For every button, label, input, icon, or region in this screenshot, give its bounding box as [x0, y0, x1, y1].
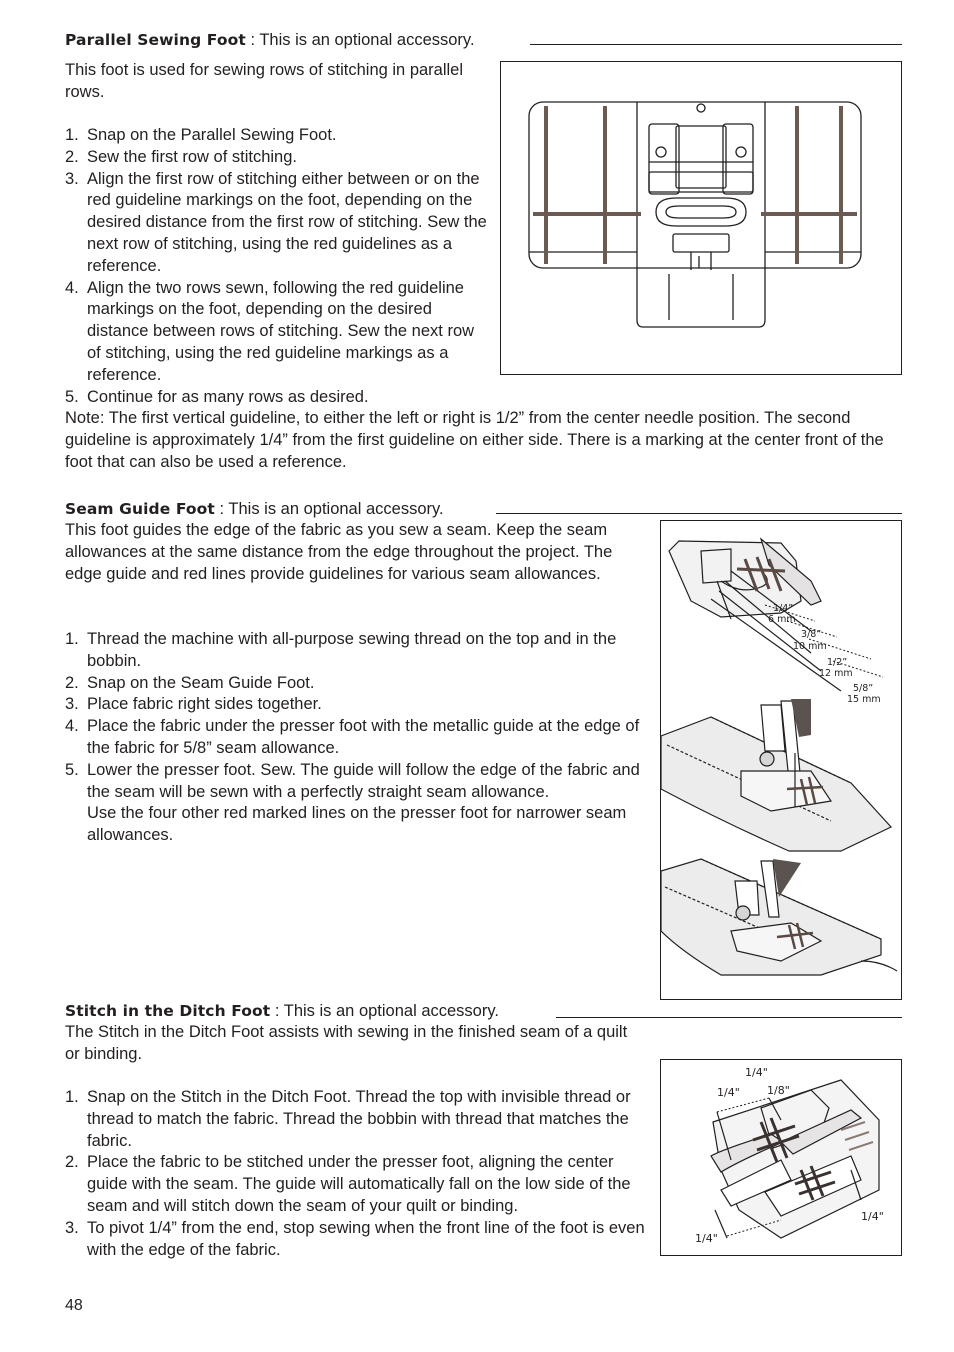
parallel-note: Note: The first vertical guideline, to either the left or right is 1/2” from the center needle position. The second guideline is approximately 1/4” from the first guideline on either side. There is a marking at the center front of the foot that can also be used a reference. [65, 409, 884, 471]
heading-title: Parallel Sewing Foot [65, 31, 246, 49]
step-text-extra: Use the four other red marked lines on the presser foot for narrower seam allowances. [87, 804, 627, 845]
seam-guide-intro: This foot guides the edge of the fabric as you sew a seam. Keep the seam allowances at the same distance from the edge throughout the project. The edge guide and red lines provide guidelines for various seam allowances. [65, 521, 613, 583]
list-item [65, 716, 645, 760]
parallel-intro: This foot is used for sewing rows of stitching in parallel rows. [65, 61, 464, 101]
list-item [65, 278, 487, 387]
step-number: 3. [65, 695, 79, 714]
step-number: 3. [65, 1218, 79, 1237]
heading-title: Stitch in the Ditch Foot [65, 1002, 271, 1020]
label-eighth: 1/8" [767, 1084, 790, 1097]
step-number: 5. [65, 387, 79, 406]
heading-subtitle: : This is an optional accessory. [245, 31, 475, 49]
seam-guide-steps-list [65, 629, 645, 847]
label-three-eighths: 3/8” [801, 629, 822, 640]
step-text: Place the fabric to be stitched under the presser foot, aligning the center guide with the seam. The guide will automatically fall on the low side of the seam and will stitch down the seam of your quilt or binding. [87, 1153, 631, 1215]
list-item [65, 125, 487, 147]
label-bottom-quarter: 1/4" [695, 1232, 718, 1245]
label-top-quarter: 1/4" [745, 1066, 768, 1079]
list-item [65, 629, 645, 673]
label-half-inch: 1/2” [827, 657, 848, 668]
ditch-foot-illustration [660, 1059, 902, 1256]
list-item [65, 147, 487, 169]
list-item [65, 387, 487, 409]
page-number: 48 [65, 1297, 83, 1314]
step-text: Thread the machine with all-purpose sewing thread on the top and in the bobbin. [87, 630, 617, 670]
label-right-quarter: 1/4" [861, 1210, 884, 1223]
step-text: To pivot 1/4” from the end, stop sewing when the front line of the foot is even with the edge of the fabric. [87, 1218, 645, 1259]
label-12mm: 12 mm [819, 668, 853, 679]
step-text: Continue for as many rows as desired. [87, 387, 369, 406]
list-item [65, 169, 487, 278]
heading-subtitle: : This is an optional accessory. [214, 500, 444, 518]
heading-rule [556, 1017, 902, 1018]
step-text: Snap on the Seam Guide Foot. [87, 673, 315, 692]
step-number: 1. [65, 126, 79, 144]
seam-guide-foot-illustration [660, 520, 902, 1000]
ditch-intro: The Stitch in the Ditch Foot assists with sewing in the finished seam of a quilt or binding. [65, 1023, 628, 1063]
step-text: Sew the first row of stitching. [87, 147, 297, 166]
heading-rule [496, 513, 902, 514]
step-number: 5. [65, 760, 79, 779]
label-6mm: 6 mm [768, 614, 796, 625]
label-left-quarter: 1/4" [717, 1086, 740, 1099]
heading-title: Seam Guide Foot [65, 500, 215, 518]
step-text: Place fabric right sides together. [87, 695, 322, 714]
heading-stitch-in-the-ditch-foot [65, 1001, 499, 1021]
step-number: 2. [65, 147, 79, 166]
parallel-foot-illustration [500, 61, 902, 375]
step-number: 4. [65, 278, 79, 297]
label-10mm: 10 mm [793, 641, 827, 652]
step-number: 2. [65, 673, 79, 692]
step-text: Align the first row of stitching either between or on the red guideline markings on the foot, depending on the desired distance from the first row of stitching. Sew the next row of stitching, using the red guidelines as a reference. [87, 169, 487, 275]
step-text: Snap on the Stitch in the Ditch Foot. Thread the top with invisible thread or thread to match the fabric. Thread the bobbin with thread that matches the fabric. [87, 1088, 631, 1150]
heading-rule [530, 44, 902, 45]
step-text: Lower the presser foot. Sew. The guide will follow the edge of the fabric and the seam will be sewn with a perfectly straight seam allowance. [87, 760, 640, 801]
step-text: Align the two rows sewn, following the red guideline markings on the foot, depending on the desired distance between rows of stitching. Sew the next row of stitching, using the red guideline markings as a reference. [87, 278, 475, 384]
label-five-eighths: 5/8” [853, 683, 874, 694]
list-item [65, 694, 645, 716]
step-text: Snap on the Parallel Sewing Foot. [87, 126, 337, 144]
heading-parallel-sewing-foot [65, 30, 475, 50]
list-item [65, 760, 645, 847]
step-number: 3. [65, 169, 79, 188]
list-item [65, 1218, 645, 1262]
heading-subtitle: : This is an optional accessory. [270, 1002, 499, 1020]
list-item [65, 1087, 645, 1152]
step-number: 1. [65, 1088, 79, 1106]
step-number: 2. [65, 1153, 79, 1172]
heading-seam-guide-foot [65, 499, 444, 519]
list-item [65, 673, 645, 695]
label-15mm: 15 mm [847, 694, 881, 705]
step-number: 4. [65, 717, 79, 736]
parallel-steps-list [65, 125, 487, 408]
ditch-steps-list [65, 1087, 645, 1261]
step-text: Place the fabric under the presser foot with the metallic guide at the edge of the fabric for 5/8” seam allowance. [87, 717, 640, 757]
label-quarter-inch: 1/4” [773, 603, 794, 614]
step-number: 1. [65, 630, 79, 648]
list-item [65, 1152, 645, 1217]
